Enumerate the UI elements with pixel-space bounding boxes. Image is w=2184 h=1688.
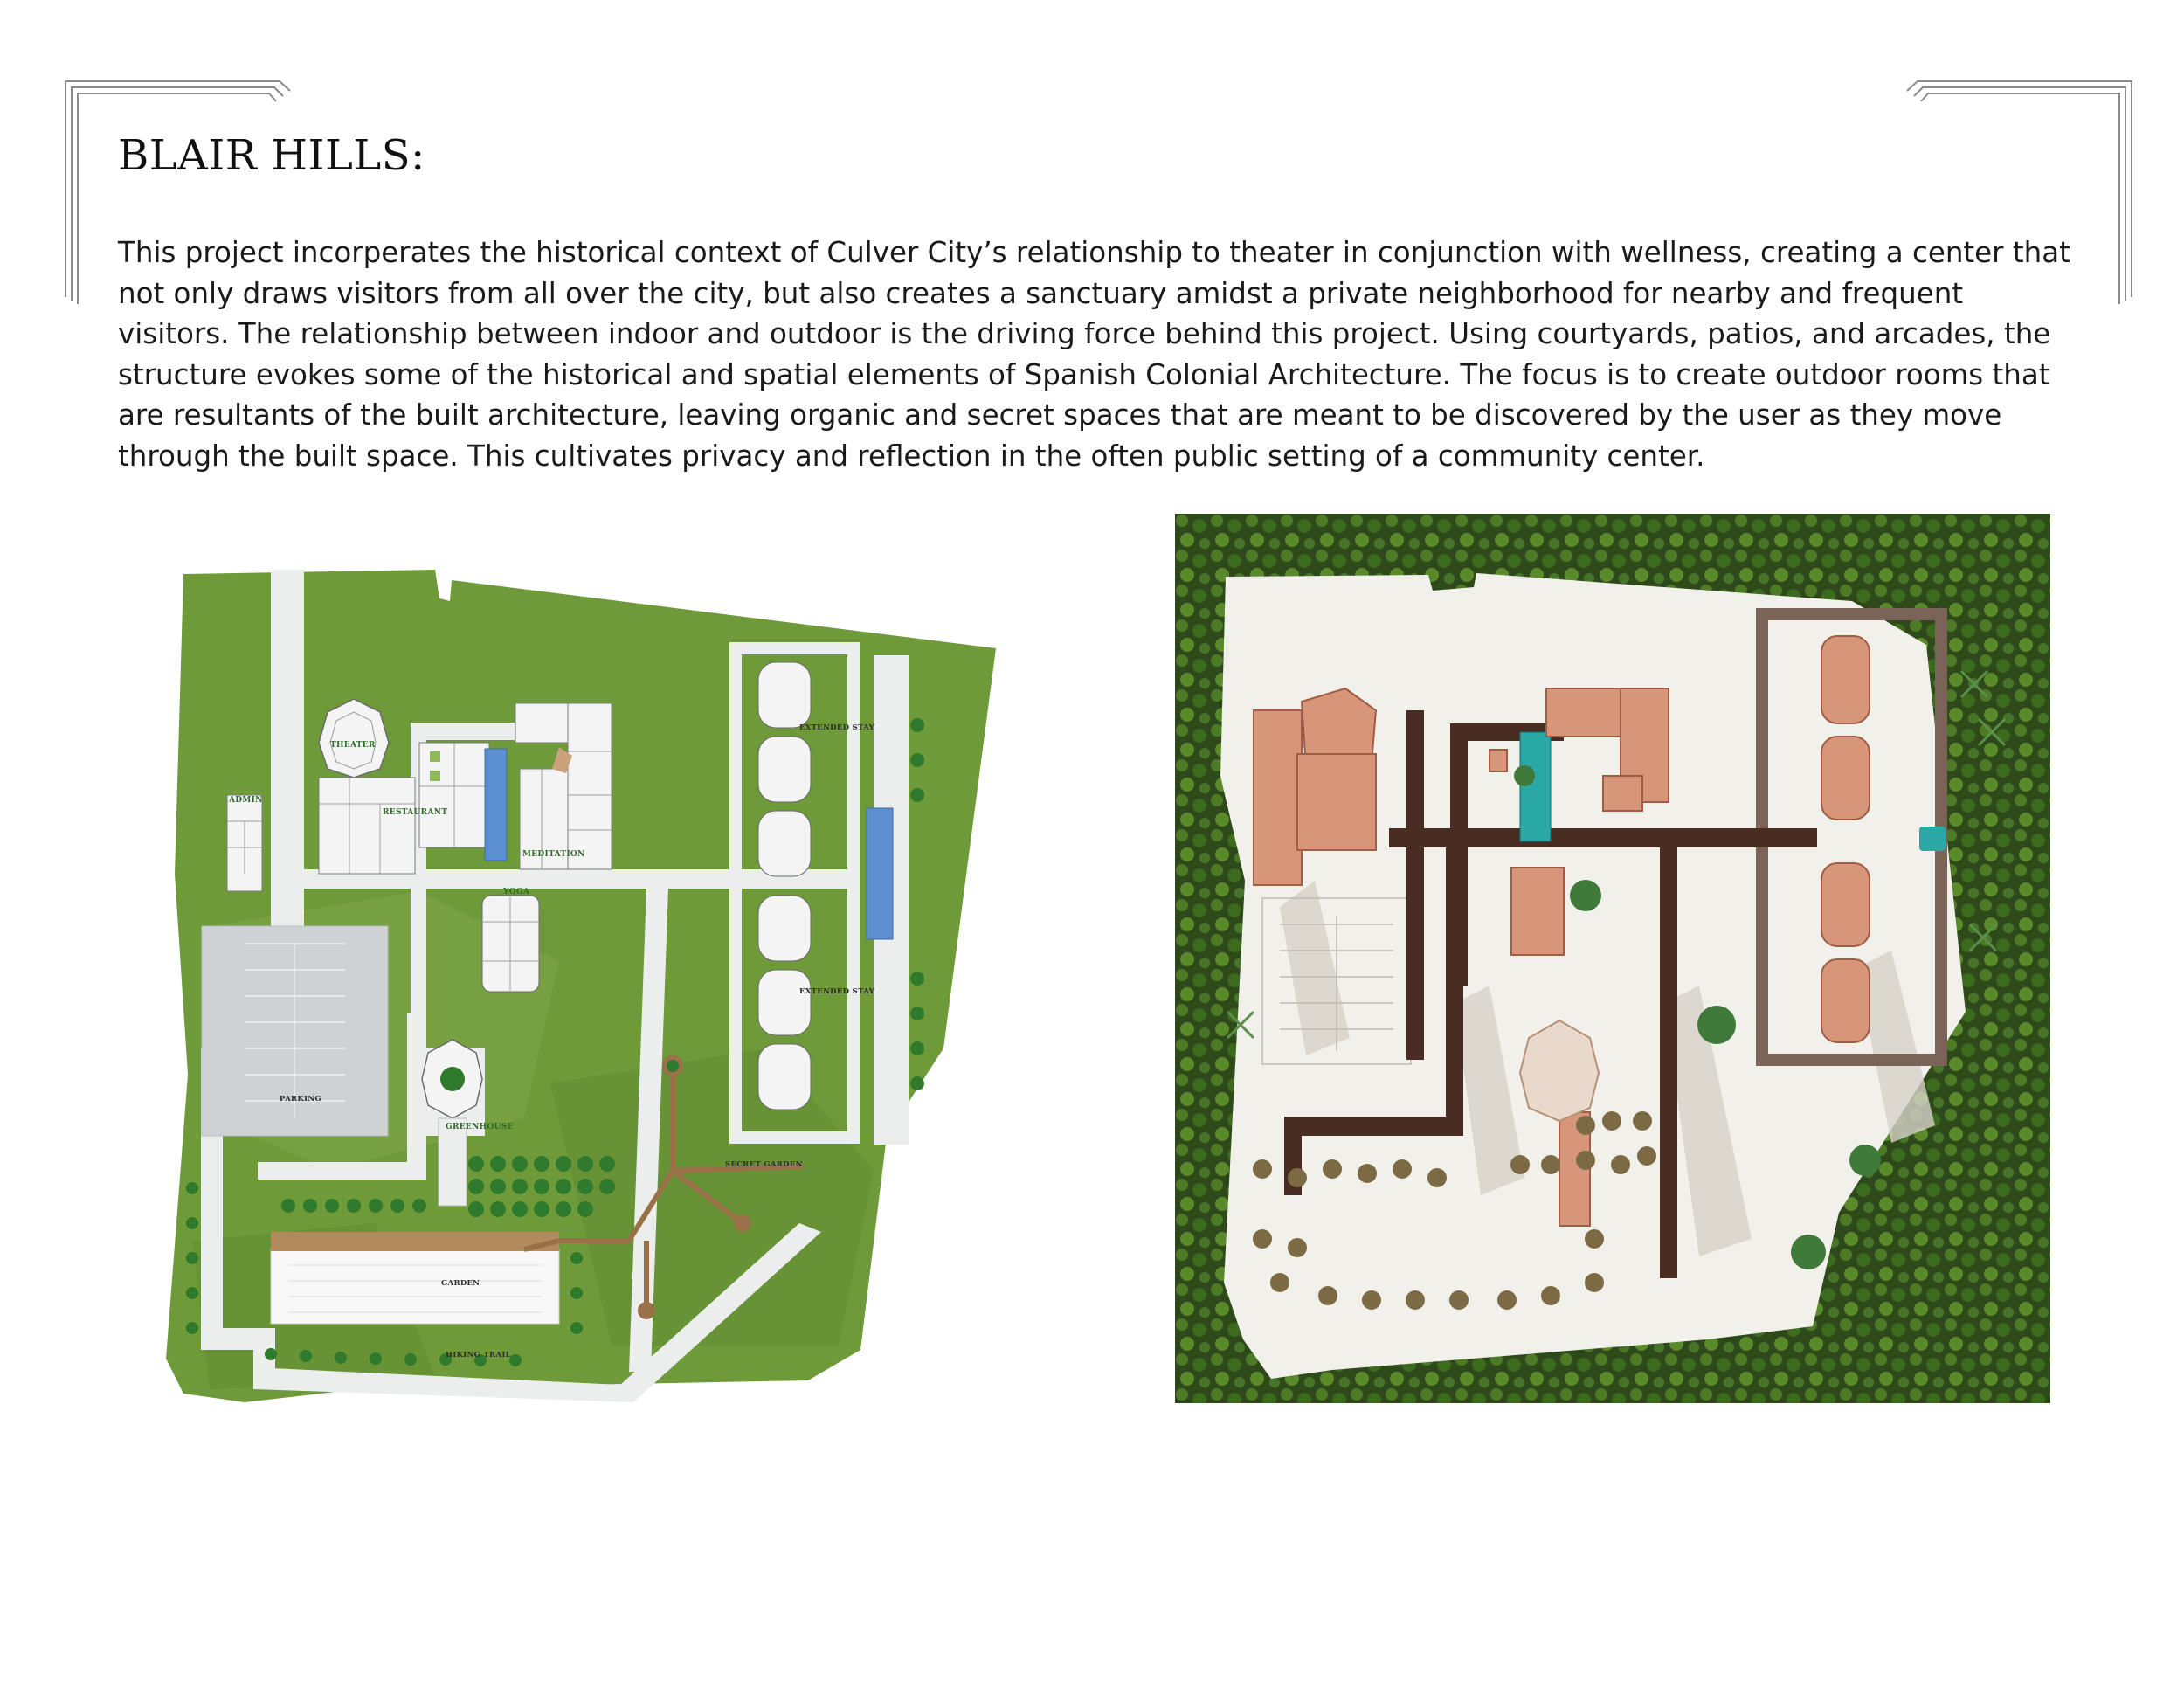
label-hiking-trail: HIKING TRAIL [446,1351,511,1359]
label-greenhouse: GREENHOUSE [446,1123,514,1131]
page-title: BLAIR HILLS: [118,131,425,180]
label-garden: GARDEN [441,1279,480,1288]
label-secret-garden: SECRET GARDEN [725,1160,803,1169]
label-extended-stay-2: EXTENDED STAY [799,987,874,996]
label-admin: ADMIN [229,796,263,805]
label-parking: PARKING [280,1095,321,1103]
label-yoga: YOGA [503,888,530,896]
model-photo [1175,514,2050,1403]
label-restaurant: RESTAURANT [383,808,448,817]
site-plan-drawing [157,559,996,1415]
label-theater: THEATER [330,741,376,750]
pool [485,749,507,861]
project-description: This project incorperates the historical context of Culver City’s relationship to theater in conjunction with wellness, creating a center that not only draws visitors from all over the city, but also creates a sanctuary amidst a private neighborhood for nearby and frequent visitors. The relationship between indoor and outdoor is the driving force behind this project. Using courtyards, patios, and arcades, the structure evokes some of the historical and spatial elements of Spanish Colonial Architecture. The focus is to create outdoor rooms that are resultants of the built architecture, leaving organic and secret spaces that are meant to be discovered by the user as they move through the built space. This cultivates privacy and reflection in the often public setting of a community center. [118,236,2070,473]
label-meditation: MEDITATION [522,850,585,859]
label-extended-stay-1: EXTENDED STAY [799,723,874,732]
